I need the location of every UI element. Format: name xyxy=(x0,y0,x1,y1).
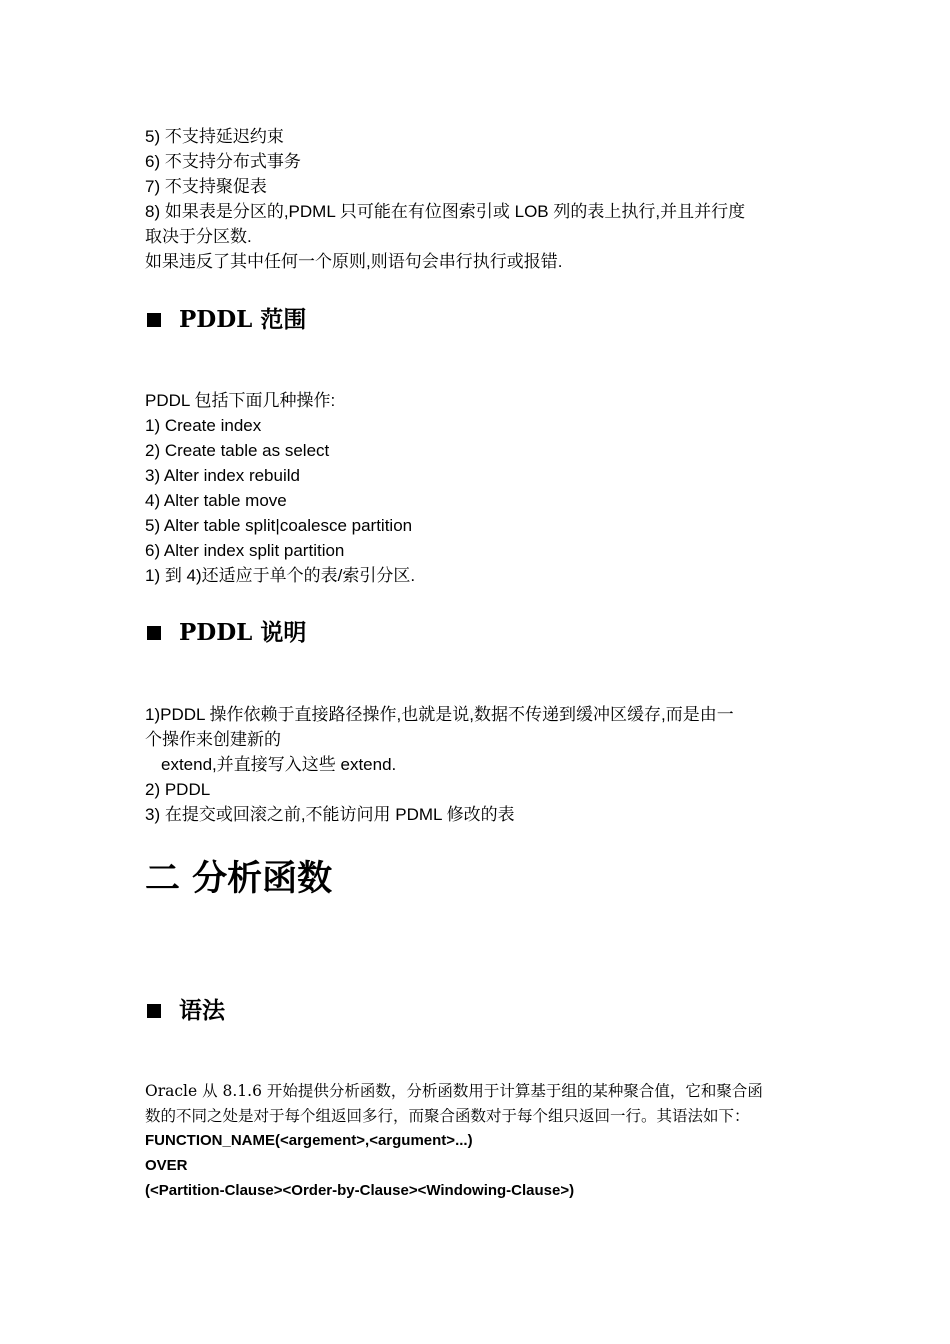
pddl-desc-line: 1)PDDL 操作依赖于直接路径操作,也就是说,数据不传递到缓冲区缓存,而是由一 xyxy=(145,705,734,724)
heading-pddl-desc-text: PDDL 说明 xyxy=(179,619,307,646)
pddl-scope-intro: PDDL 包括下面几种操作: xyxy=(145,391,336,410)
pddl-scope-item: 6) Alter index split partition xyxy=(145,541,345,560)
syntax-paragraph-line: 数的不同之处是对于每个组返回多行，而聚合函数对于每个组只返回一行。其语法如下： xyxy=(145,1107,750,1125)
pddl-scope-item: 2) Create table as select xyxy=(145,441,330,460)
heading-pddl-scope-text: PDDL 范围 xyxy=(179,306,307,333)
syntax-paragraph-line: Oracle 从 8.1.6 开始提供分析函数，分析函数用于计算基于组的某种聚合值，它和聚合函 xyxy=(145,1082,763,1100)
heading-syntax-text: 语法 xyxy=(179,997,225,1024)
rule-7: 7) 不支持聚促表 xyxy=(145,177,267,196)
pddl-desc-line: extend,并直接写入这些 extend. xyxy=(161,755,397,774)
rule-5: 5) 不支持延迟约束 xyxy=(145,127,284,146)
pddl-scope-item: 1) Create index xyxy=(145,416,262,435)
pddl-scope-item: 4) Alter table move xyxy=(145,491,287,510)
rule-8-cont: 取决于分区数. xyxy=(145,227,252,246)
pddl-scope-note: 1) 到 4)还适应于单个的表/索引分区. xyxy=(145,566,416,585)
heading-pddl-desc xyxy=(145,618,306,648)
syntax-code-line: OVER xyxy=(145,1157,188,1174)
syntax-code-line: FUNCTION_NAME(<argement>,<argument>...) xyxy=(145,1132,473,1149)
heading-pddl-scope xyxy=(145,305,306,335)
square-bullet-icon xyxy=(147,1004,161,1018)
syntax-code-line: (<Partition-Clause><Order-by-Clause><Windowing-Clause>) xyxy=(145,1182,575,1199)
rule-8: 8) 如果表是分区的,PDML 只可能在有位图索引或 LOB 列的表上执行,并且并行度 xyxy=(145,202,746,221)
chapter-title: 二 分析函数 xyxy=(145,858,333,899)
square-bullet-icon xyxy=(147,626,161,640)
pddl-desc-line: 2) PDDL xyxy=(145,780,211,799)
pddl-desc-line: 3) 在提交或回滚之前,不能访问用 PDML 修改的表 xyxy=(145,805,515,824)
pddl-scope-item: 3) Alter index rebuild xyxy=(145,466,300,485)
pddl-desc-line: 个操作来创建新的 xyxy=(145,730,281,749)
rule-summary: 如果违反了其中任何一个原则,则语句会串行执行或报错. xyxy=(145,252,563,271)
rule-6: 6) 不支持分布式事务 xyxy=(145,152,301,171)
heading-syntax xyxy=(145,996,225,1026)
square-bullet-icon xyxy=(147,313,161,327)
pddl-scope-item: 5) Alter table split|coalesce partition xyxy=(145,516,413,535)
